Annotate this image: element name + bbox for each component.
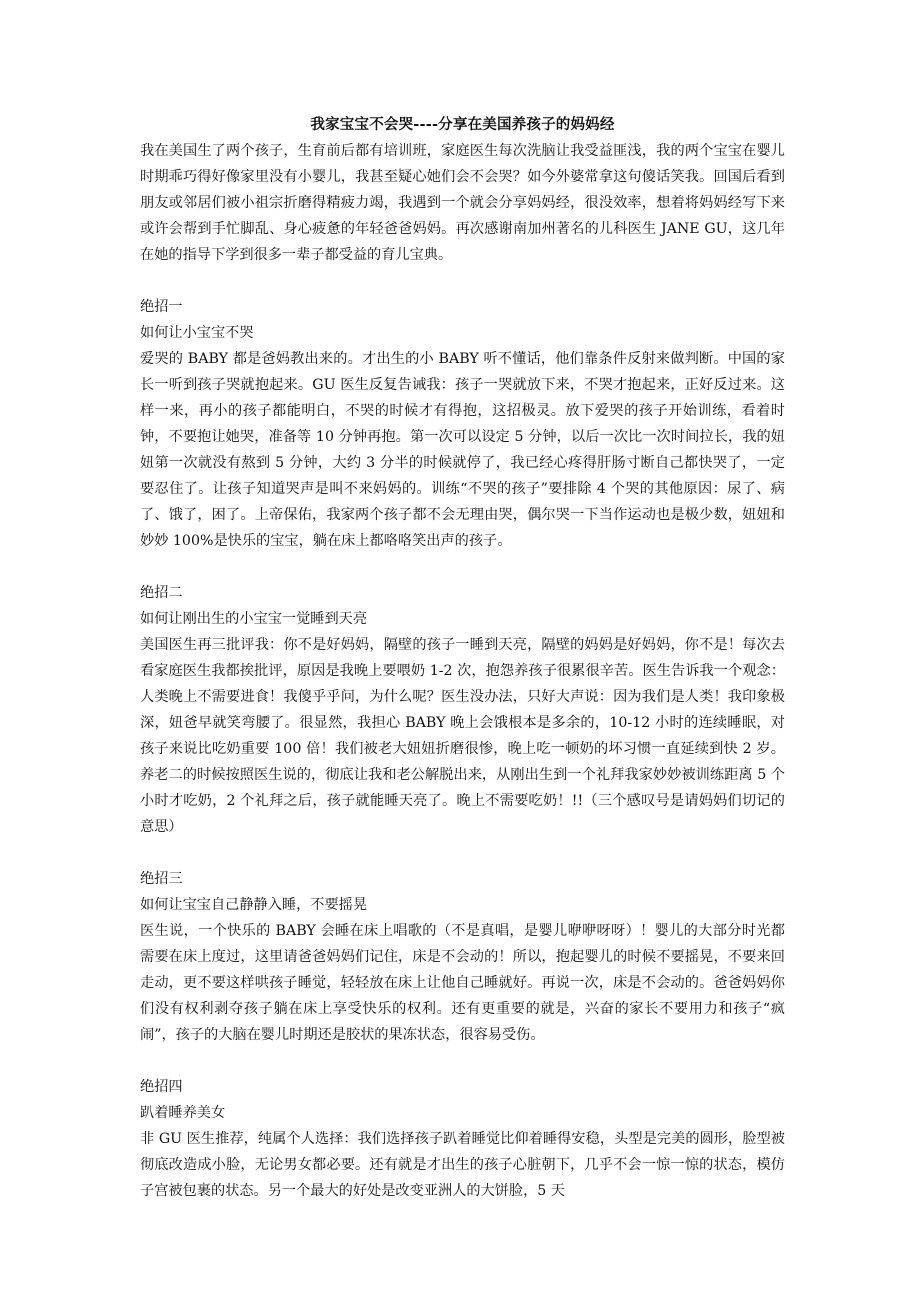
- section-1-body: 爱哭的 BABY 都是爸妈教出来的。才出生的小 BABY 听不懂话，他们靠条件反射来做判断。中国的家长一听到孩子哭就抱起来。GU 医生反复告诫我：孩子一哭就放下来，不哭才抱起来，正好反过来。这样一来，再小的孩子都能明白，不哭的时候才有得抱，这招极灵。放下爱哭的孩子开始训练，看着时钟，不要抱让她哭，准备等 10 分钟再抱。第一次可以设定 5 分钟，以后一次比一次时间拉长，我的妞妞第一次就没有熬到 5 分钟，大约 3 分半的时候就停了，我已经心疼得肝肠寸断自己都快哭了，一定要忍住了。让孩子知道哭声是叫不来妈妈的。训练“不哭的孩子”要排除 4 个哭的其他原因：尿了、病了、饿了，困了。上帝保佑，我家两个孩子都不会无理由哭，偶尔哭一下当作运动也是极少数，妞妞和妙妙 100%是快乐的宝宝，躺在床上都咯咯笑出声的孩子。: [140, 351, 785, 549]
- section-2-heading: 绝招二: [140, 585, 183, 601]
- section-1-heading: 绝招一: [140, 299, 183, 315]
- section-2-body: 美国医生再三批评我：你不是好妈妈，隔壁的孩子一睡到天亮，隔壁的妈妈是好妈妈，你不是！每次去看家庭医生我都挨批评，原因是我晚上要喂奶 1-2 次，抱怨养孩子很累很辛苦。医生告诉我一个观念：人类晚上不需要进食！我傻乎乎问，为什么呢？医生没办法，只好大声说：因为我们是人类！我印象极深，妞爸早就笑弯腰了。很显然，我担心 BABY 晚上会饿根本是多余的，10-12 小时的连续睡眠，对孩子来说比吃奶重要 100 倍！我们被老大妞妞折磨很惨，晚上吃一顿奶的坏习惯一直延续到快 2 岁。养老二的时候按照医生说的，彻底让我和老公解脱出来，从刚出生到一个礼拜我家妙妙被训练距离 5 个小时才吃奶，2 个礼拜之后，孩子就能睡天亮了。晚上不需要吃奶！!!（三个感叹号是请妈妈们切记的意思）: [140, 637, 785, 835]
- section-2-subheading: 如何让刚出生的小宝宝一觉睡到天亮: [140, 611, 368, 627]
- section-4-body: 非 GU 医生推荐，纯属个人选择：我们选择孩子趴着睡觉比仰着睡得安稳，头型是完美的圆形，脸型被彻底改造成小脸，无论男女都必要。还有就是才出生的孩子心脏朝下，几乎不会一惊一惊的状态，模仿子宫被包裹的状态。另一个最大的好处是改变亚洲人的大饼脸，5 天: [140, 1131, 785, 1199]
- spacer: [140, 554, 785, 580]
- section-3-heading: 绝招三: [140, 871, 183, 887]
- spacer: [140, 840, 785, 866]
- spacer: [140, 268, 785, 294]
- section-4-subheading: 趴着睡养美女: [140, 1105, 226, 1121]
- document-page: [140, 112, 785, 1204]
- spacer: [140, 1048, 785, 1074]
- section-3-body: 医生说，一个快乐的 BABY 会睡在床上唱歌的（不是真唱，是婴儿咿咿呀呀）！婴儿的大部分时光都需要在床上度过，这里请爸爸妈妈们记住，床是不会动的！所以，抱起婴儿的时候不要摇晃，不要来回走动，更不要这样哄孩子睡觉，轻轻放在床上让他自己睡就好。再说一次，床是不会动的。爸爸妈妈你们没有权利剥夺孩子躺在床上享受快乐的权利。还有更重要的就是，兴奋的家长不要用力和孩子“疯闹”，孩子的大脑在婴儿时期还是胶状的果冻状态，很容易受伤。: [140, 923, 785, 1043]
- section-1-subheading: 如何让小宝宝不哭: [140, 325, 254, 341]
- section-4-heading: 绝招四: [140, 1079, 183, 1095]
- document-title: 我家宝宝不会哭----分享在美国养孩子的妈妈经: [310, 116, 615, 133]
- section-3-subheading: 如何让宝宝自己静静入睡，不要摇晃: [140, 897, 368, 913]
- intro-paragraph: 我在美国生了两个孩子，生育前后都有培训班，家庭医生每次洗脑让我受益匪浅，我的两个宝宝在婴儿时期乖巧得好像家里没有小婴儿，我甚至疑心她们会不会哭？如今外婆常拿这句傻话笑我。回国后看到朋友或邻居们被小祖宗折磨得精疲力竭，我遇到一个就会分享妈妈经，很没效率，想着将妈妈经写下来或许会帮到手忙脚乱、身心疲惫的年轻爸爸妈妈。再次感谢南加州著名的儿科医生 JANE GU，这几年在她的指导下学到很多一辈子都受益的育儿宝典。: [140, 143, 785, 263]
